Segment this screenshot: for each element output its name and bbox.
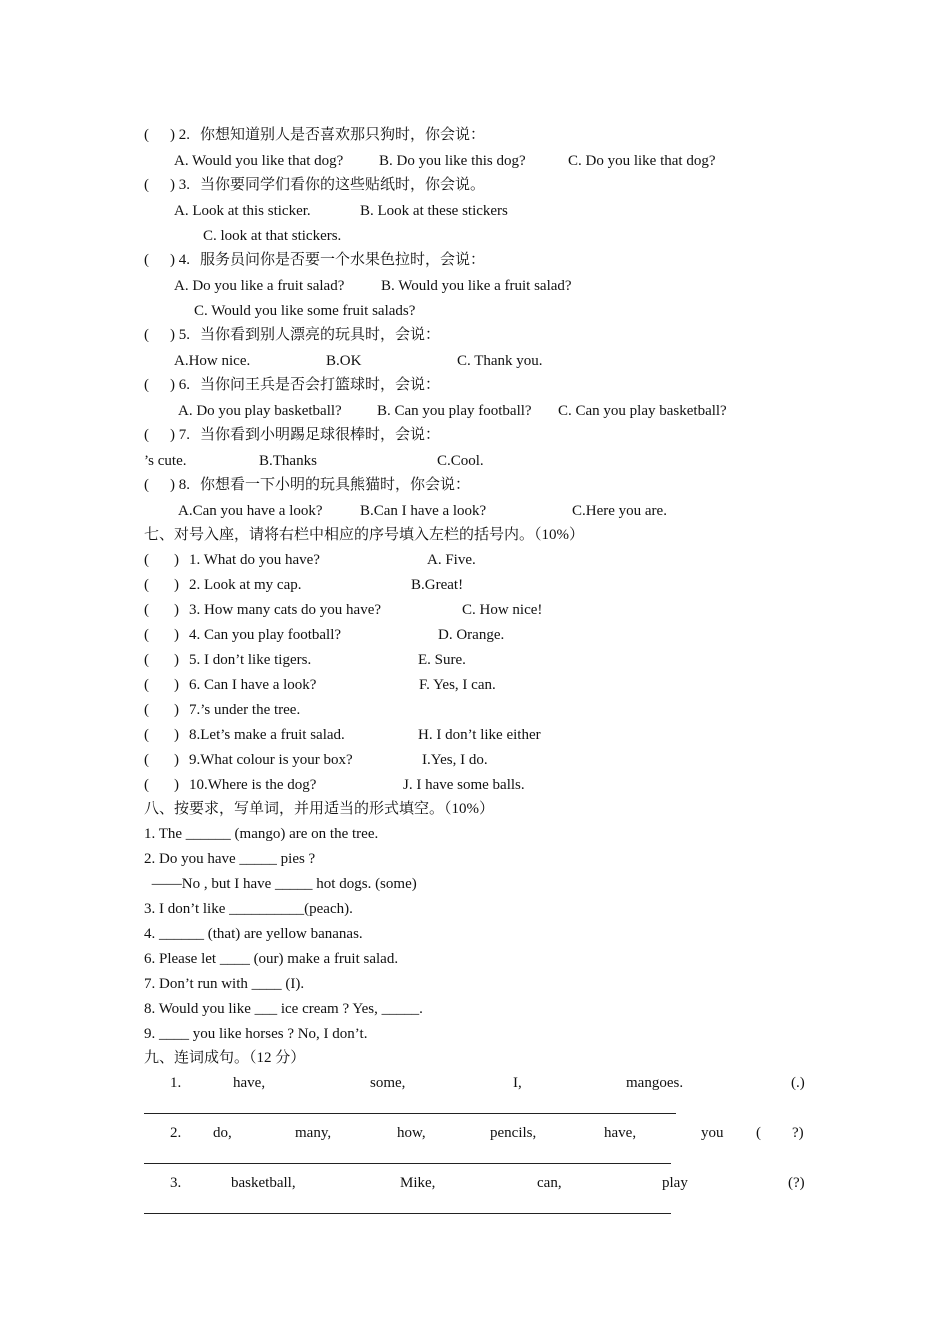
section9-heading: 九、连词成句。（12 分） (144, 1050, 306, 1066)
matching-answer: B.Great! (411, 577, 464, 593)
fill-line-4: 4. ______ (that) are yellow bananas. (144, 926, 363, 942)
q6-number: ) 6. (170, 377, 190, 393)
matching-answer: F. Yes, I can. (419, 677, 496, 693)
answer-paren-open: ( (144, 602, 149, 618)
answer-paren-open: ( (144, 577, 149, 593)
answer-paren-open: ( (144, 552, 149, 568)
s9-3-word-1: basketball, (231, 1175, 296, 1191)
q4-option-b: B. Would you like a fruit salad? (381, 278, 572, 294)
answer-paren-open: ( (144, 627, 149, 643)
q6-option-b: B. Can you play football? (377, 403, 532, 419)
answer-paren-close: ) (174, 602, 179, 618)
matching-question: 2. Look at my cap. (189, 577, 302, 593)
q2-option-a: A. Would you like that dog? (174, 153, 344, 169)
matching-question: 6. Can I have a look? (189, 677, 317, 693)
fill-line-3: 3. I don’t like __________(peach). (144, 901, 353, 917)
section8-heading: 八、按要求，写单词，并用适当的形式填空。（10%） (144, 801, 494, 817)
q7-option-b: B.Thanks (259, 453, 317, 469)
matching-answer: A. Five. (427, 552, 476, 568)
q2-paren: ( (144, 127, 149, 143)
q2-option-b: B. Do you like this dog? (379, 153, 526, 169)
q7-number: ) 7. (170, 427, 190, 443)
matching-answer: D. Orange. (438, 627, 505, 643)
matching-question: 8.Let’s make a fruit salad. (189, 727, 345, 743)
q6-paren: ( (144, 377, 149, 393)
q8-number: ) 8. (170, 477, 190, 493)
matching-question: 4. Can you play football? (189, 627, 342, 643)
q7-prompt: 当你看到小明踢足球很棒时，会说： (200, 427, 441, 443)
fill-line-7: 7. Don’t run with ____ (I). (144, 976, 305, 992)
q4-number: ) 4. (170, 252, 190, 268)
s9-1-word-3: I, (513, 1075, 522, 1091)
answer-paren-close: ) (174, 652, 179, 668)
matching-question: 1. What do you have? (189, 552, 320, 568)
s9-2-word-4: pencils, (490, 1125, 537, 1141)
q4-option-c: C. Would you like some fruit salads? (194, 303, 416, 319)
answer-paren-close: ) (174, 627, 179, 643)
matching-answer: I.Yes, I do. (422, 752, 488, 768)
q8-option-a: A.Can you have a look? (178, 503, 323, 519)
q8-option-c: C.Here you are. (572, 503, 667, 519)
q5-option-a: A.How nice. (174, 353, 251, 369)
q7-option-c: C.Cool. (437, 453, 484, 469)
q5-prompt: 当你看到别人漂亮的玩具时，会说： (200, 327, 441, 343)
fill-line-9: 9. ____ you like horses ? No, I don’t. (144, 1026, 368, 1042)
q3-paren: ( (144, 177, 149, 193)
q7-option-a: ’s cute. (144, 453, 187, 469)
answer-paren-open: ( (144, 727, 149, 743)
q7-paren: ( (144, 427, 149, 443)
matching-question: 7.’s under the tree. (189, 702, 301, 718)
answer-paren-close: ) (174, 577, 179, 593)
answer-paren-close: ) (174, 702, 179, 718)
answer-line-2[interactable] (144, 1163, 671, 1164)
matching-answer: E. Sure. (418, 652, 466, 668)
answer-paren-close: ) (174, 552, 179, 568)
q2-option-c: C. Do you like that dog? (568, 153, 716, 169)
q8-paren: ( (144, 477, 149, 493)
answer-paren-close: ) (174, 677, 179, 693)
s9-1-word-2: some, (370, 1075, 406, 1091)
s9-2-word-2: many, (295, 1125, 332, 1141)
s9-2-word-7: ( (756, 1125, 761, 1141)
q5-option-c: C. Thank you. (457, 353, 543, 369)
matching-answer: H. I don’t like either (418, 727, 541, 743)
answer-paren-close: ) (174, 752, 179, 768)
s9-2-word-3: how, (397, 1125, 426, 1141)
answer-paren-close: ) (174, 777, 179, 793)
s9-3-word-3: can, (537, 1175, 562, 1191)
s9-1-word-4: mangoes. (626, 1075, 684, 1091)
q2-prompt: 你想知道别人是否喜欢那只狗时，你会说： (200, 127, 486, 143)
fill-line-6: 6. Please let ____ (our) make a fruit salad. (144, 951, 399, 967)
q6-prompt: 当你问王兵是否会打篮球时，会说： (200, 377, 441, 393)
answer-paren-open: ( (144, 652, 149, 668)
s9-2-word-5: have, (604, 1125, 637, 1141)
q8-option-b: B.Can I have a look? (360, 503, 487, 519)
matching-answer: J. I have some balls. (403, 777, 525, 793)
s9-2-word-1: do, (213, 1125, 232, 1141)
matching-question: 5. I don’t like tigers. (189, 652, 312, 668)
q4-option-a: A. Do you like a fruit salad? (174, 278, 345, 294)
q3-option-b: B. Look at these stickers (360, 203, 508, 219)
s9-1-word-5: (.) (791, 1075, 805, 1091)
matching-question: 10.Where is the dog? (189, 777, 317, 793)
q6-option-c: C. Can you play basketball? (558, 403, 727, 419)
s9-3-word-4: play (662, 1175, 688, 1191)
answer-line-3[interactable] (144, 1213, 671, 1214)
q2-number: ) 2. (170, 127, 190, 143)
answer-paren-open: ( (144, 752, 149, 768)
fill-line-8: 8. Would you like ___ ice cream ? Yes, _____. (144, 1001, 423, 1017)
s9-2-word-6: you (701, 1125, 724, 1141)
q8-prompt: 你想看一下小明的玩具熊猫时，你会说： (200, 477, 471, 493)
fill-line-2-reply: ——No , but I have _____ hot dogs. (some) (148, 876, 417, 892)
matching-question: 3. How many cats do you have? (189, 602, 382, 618)
answer-paren-close: ) (174, 727, 179, 743)
q5-paren: ( (144, 327, 149, 343)
fill-line-1: 1. The ______ (mango) are on the tree. (144, 826, 379, 842)
matching-question: 9.What colour is your box? (189, 752, 353, 768)
q4-prompt: 服务员问你是否要一个水果色拉时，会说： (200, 252, 486, 268)
answer-paren-open: ( (144, 777, 149, 793)
q4-paren: ( (144, 252, 149, 268)
q3-option-a: A. Look at this sticker. (174, 203, 311, 219)
section7-heading: 七、对号入座，请将右栏中相应的序号填入左栏的括号内。（10%） (144, 527, 584, 543)
s9-2-word-0: 2. (170, 1125, 182, 1141)
q3-option-c: C. look at that stickers. (203, 228, 342, 244)
s9-3-word-2: Mike, (400, 1175, 436, 1191)
q5-number: ) 5. (170, 327, 190, 343)
s9-2-word-8: ?) (792, 1125, 804, 1141)
s9-1-word-1: have, (233, 1075, 266, 1091)
answer-paren-open: ( (144, 677, 149, 693)
answer-line-1[interactable] (144, 1113, 676, 1114)
q5-option-b: B.OK (326, 353, 362, 369)
s9-3-word-0: 3. (170, 1175, 182, 1191)
answer-paren-open: ( (144, 702, 149, 718)
s9-1-word-0: 1. (170, 1075, 182, 1091)
s9-3-word-5: (?) (788, 1175, 805, 1191)
q6-option-a: A. Do you play basketball? (178, 403, 342, 419)
matching-answer: C. How nice! (462, 602, 543, 618)
q3-number: ) 3. (170, 177, 190, 193)
q3-prompt: 当你要同学们看你的这些贴纸时，你会说。 (200, 177, 486, 193)
fill-line-2: 2. Do you have _____ pies ? (144, 851, 316, 867)
